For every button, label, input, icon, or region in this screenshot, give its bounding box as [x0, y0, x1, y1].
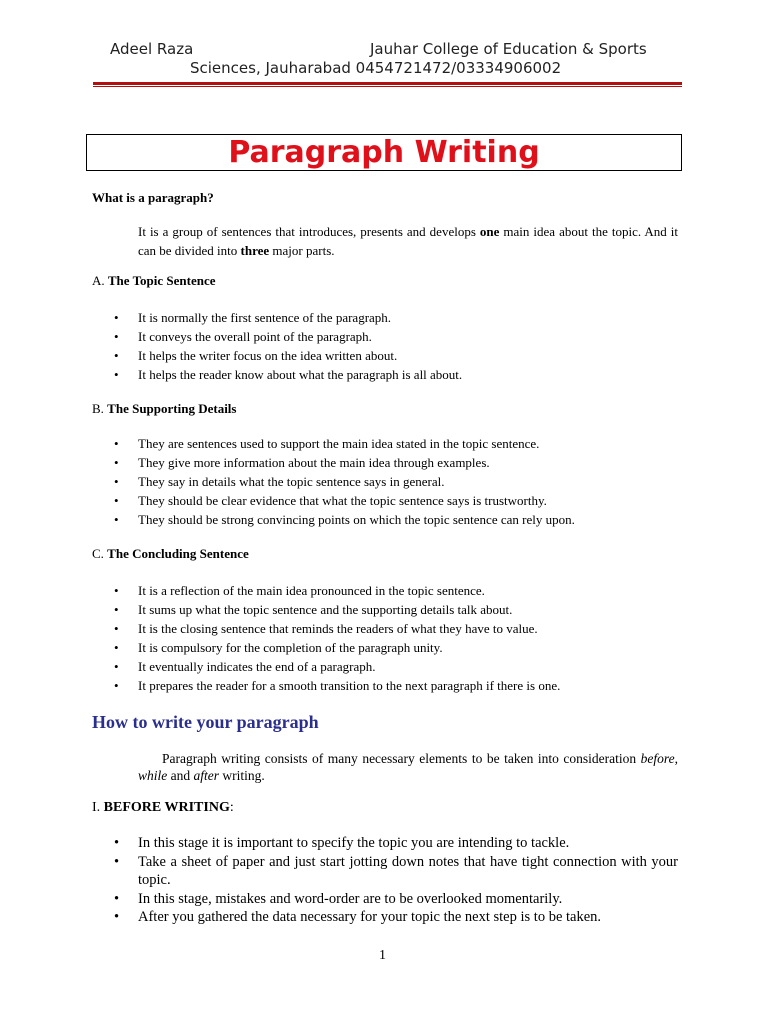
- bullet-icon: •: [114, 348, 119, 363]
- list-item-text: They are sentences used to support the main idea stated in the topic sentence.: [138, 436, 540, 451]
- before-writing-label: BEFORE WRITING: [103, 800, 230, 815]
- list-item-text: In this stage it is important to specify the topic you are intending to tackle.: [138, 835, 570, 851]
- before-writing-list: [114, 834, 678, 927]
- bullet-icon: •: [114, 455, 119, 470]
- header-line-2: Sciences, Jauharabad 0454721472/03334906002: [190, 59, 562, 77]
- list-item-text: They give more information about the main idea through examples.: [138, 455, 490, 470]
- list-item: [114, 327, 462, 346]
- howto-paragraph: [138, 750, 678, 784]
- list-item: [114, 908, 678, 927]
- bullet-icon: •: [114, 367, 119, 382]
- howto-italic-before: before: [640, 751, 675, 766]
- list-item: [114, 638, 560, 657]
- section-a-title: The Topic Sentence: [107, 273, 216, 288]
- list-item: [114, 676, 560, 695]
- section-b-letter: B.: [92, 401, 104, 416]
- list-item-text: It helps the writer focus on the idea written about.: [138, 348, 398, 363]
- bullet-icon: •: [114, 436, 119, 451]
- howto-heading: How to write your paragraph: [92, 712, 319, 732]
- list-item: [114, 453, 575, 472]
- intro-text-1: It is a group of sentences that introduces, presents and develops: [138, 224, 480, 239]
- section-a-heading: [92, 273, 216, 289]
- list-item-text: After you gathered the data necessary for your topic the next step is to be taken.: [138, 909, 602, 925]
- list-item-text: It is a reflection of the main idea pronounced in the topic sentence.: [138, 583, 485, 598]
- bullet-icon: •: [114, 602, 119, 617]
- bullet-icon: •: [114, 678, 119, 693]
- section-b-title: The Supporting Details: [107, 401, 237, 416]
- howto-italic-after: after: [193, 768, 219, 783]
- list-item-text: It prepares the reader for a smooth transition to the next paragraph if there is one.: [138, 678, 561, 693]
- intro-bold-2: three: [240, 243, 270, 258]
- bullet-icon: •: [114, 835, 120, 851]
- before-writing-heading: [92, 800, 234, 816]
- header-college: Jauhar College of Education & Sports: [370, 40, 647, 58]
- bullet-icon: •: [114, 512, 119, 527]
- before-writing-prefix: I.: [92, 800, 104, 815]
- list-item-text: It is the closing sentence that reminds the readers of what they have to value.: [138, 621, 538, 636]
- section-b-list: [114, 434, 575, 529]
- bullet-icon: •: [114, 853, 120, 870]
- bullet-icon: •: [114, 310, 119, 325]
- list-item-text: It sums up what the topic sentence and the supporting details talk about.: [138, 602, 513, 617]
- header-rule-thin: [93, 86, 682, 87]
- list-item: [114, 600, 560, 619]
- page-title: Paragraph Writing: [228, 135, 540, 170]
- bullet-icon: •: [114, 640, 119, 655]
- intro-text-3: major parts.: [269, 243, 335, 258]
- list-item: [114, 834, 678, 853]
- section-c-heading: [92, 546, 249, 562]
- list-item-text: It conveys the overall point of the paragraph.: [138, 329, 372, 344]
- list-item-text: It is compulsory for the completion of the paragraph unity.: [138, 640, 443, 655]
- list-item: [114, 434, 575, 453]
- list-item-text: It eventually indicates the end of a paragraph.: [138, 659, 376, 674]
- before-writing-suffix: :: [229, 800, 234, 815]
- bullet-icon: •: [114, 329, 119, 344]
- list-item: [114, 308, 462, 327]
- bullet-icon: •: [114, 493, 119, 508]
- section-a-list: [114, 308, 462, 384]
- header-rule-thick: [93, 82, 682, 85]
- list-item-text: They should be clear evidence that what the topic sentence says is trustworthy.: [138, 493, 547, 508]
- intro-bold-1: one: [479, 224, 500, 239]
- bullet-icon: •: [114, 474, 119, 489]
- howto-text-2: and: [167, 768, 194, 783]
- list-item: [114, 581, 560, 600]
- section-c-title: The Concluding Sentence: [107, 546, 249, 561]
- list-item: [114, 472, 575, 491]
- bullet-icon: •: [114, 583, 119, 598]
- howto-text-3: writing.: [219, 768, 265, 783]
- intro-text-2: main idea about the topic. And it can be divided into: [138, 224, 678, 258]
- list-item-text: It is normally the first sentence of the paragraph.: [138, 310, 392, 325]
- bullet-icon: •: [114, 890, 120, 907]
- howto-sep-1: ,: [674, 751, 678, 766]
- list-item: [114, 657, 560, 676]
- page-number: 1: [379, 948, 386, 963]
- list-item: [114, 619, 560, 638]
- header-author: Adeel Raza: [110, 40, 194, 58]
- list-item-text: They say in details what the topic sentence says in general.: [138, 474, 445, 489]
- section-a-letter: A.: [92, 273, 105, 288]
- list-item: [114, 510, 575, 529]
- howto-text-1: Paragraph writing consists of many necessary elements to be taken into consideration: [162, 751, 641, 766]
- list-item: [114, 853, 678, 890]
- bullet-icon: •: [114, 621, 119, 636]
- list-item-text: They should be strong convincing points on which the topic sentence can rely upon.: [138, 512, 575, 527]
- list-item-text: Take a sheet of paper and just start jotting down notes that have tight connection with your topic.: [138, 853, 678, 888]
- section-b-heading: [92, 401, 236, 417]
- bullet-icon: •: [114, 659, 119, 674]
- howto-italic-while: while: [138, 768, 168, 783]
- question-heading: What is a paragraph?: [92, 190, 214, 205]
- title-box: [86, 134, 682, 171]
- list-item-text: It helps the reader know about what the paragraph is all about.: [138, 367, 463, 382]
- list-item: [114, 890, 678, 909]
- list-item: [114, 346, 462, 365]
- list-item: [114, 491, 575, 510]
- list-item-text: In this stage, mistakes and word-order are to be overlooked momentarily.: [138, 890, 563, 907]
- bullet-icon: •: [114, 909, 120, 925]
- list-item: [114, 365, 462, 384]
- intro-paragraph: [138, 222, 678, 260]
- section-c-list: [114, 581, 560, 695]
- section-c-letter: C.: [92, 546, 104, 561]
